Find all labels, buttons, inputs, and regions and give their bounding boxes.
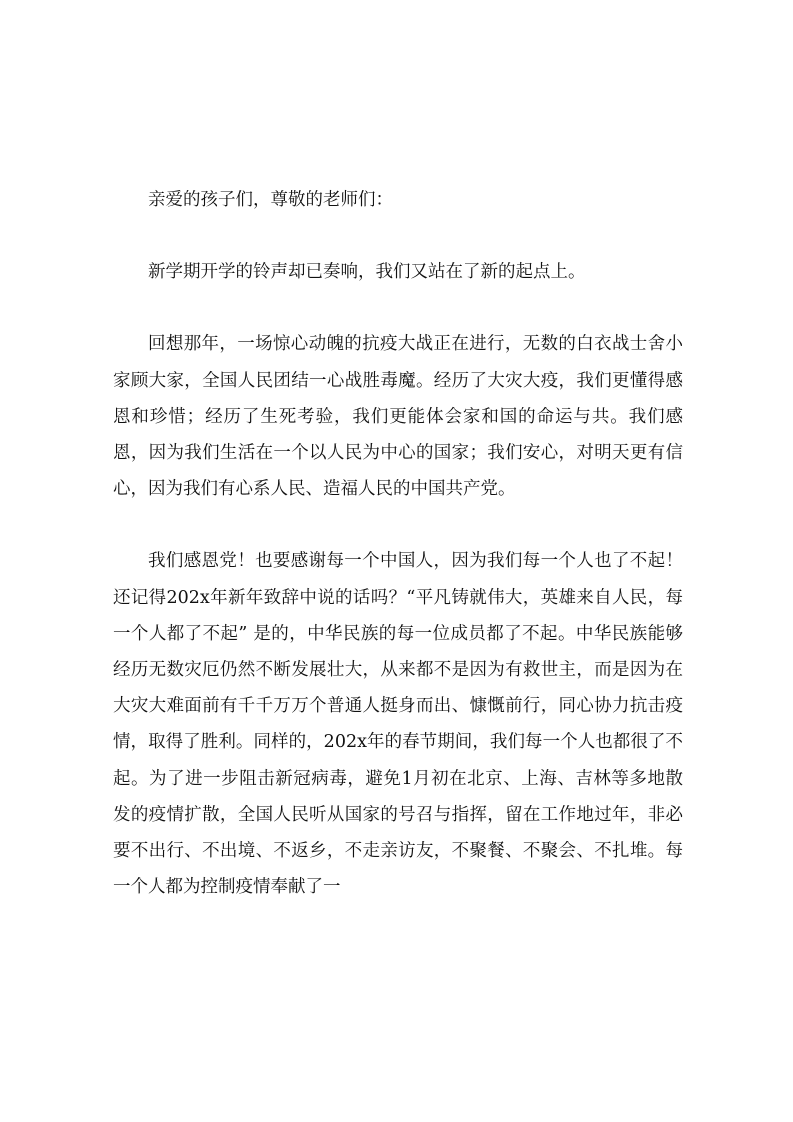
reflection-paragraph: 回想那年，一场惊心动魄的抗疫大战正在进行，无数的白衣战士舍小家顾大家，全国人民团结一心战胜毒魔。经历了大灾大疫，我们更懂得感恩和珍惜；经历了生死考验，我们更能体会家和国的命运与共。我们感恩，因为我们生活在一个以人民为中心的国家；我们安心，对明天更有信心，因为我们有心系人民、造福人民的中国共产党。: [113, 334, 683, 500]
document-body: [113, 182, 683, 905]
gratitude-paragraph: 我们感恩党！也要感谢每一个中国人，因为我们每一个人也了不起！还记得202x年新年致辞中说的话吗？“平凡铸就伟大，英雄来自人民，每一个人都了不起” 是的，中华民族的每一位成员都了不起。中华民族能够经历无数灾厄仍然不断发展壮大，从来都不是因为有救世主，而是因为在大灾大难面前有千千万万个普通人挺身而出、慷慨前行，同心协力抗击疫情，取得了胜利。同样的，202x年的春节期间，我们每一个人也都很了不起。为了进一步阻击新冠病毒，避免1月初在北京、上海、吉林等多地散发的疫情扩散，全国人民听从国家的号召与指挥，留在工作地过年，非必要不出行、不出境、不返乡，不走亲访友，不聚餐、不聚会、不扎堆。每一个人都为控制疫情奉献了一: [113, 551, 683, 898]
opening-paragraph: 新学期开学的铃声却已奏响，我们又站在了新的起点上。: [148, 262, 586, 283]
salutation-paragraph: 亲爱的孩子们，尊敬的老师们：: [148, 190, 393, 210]
